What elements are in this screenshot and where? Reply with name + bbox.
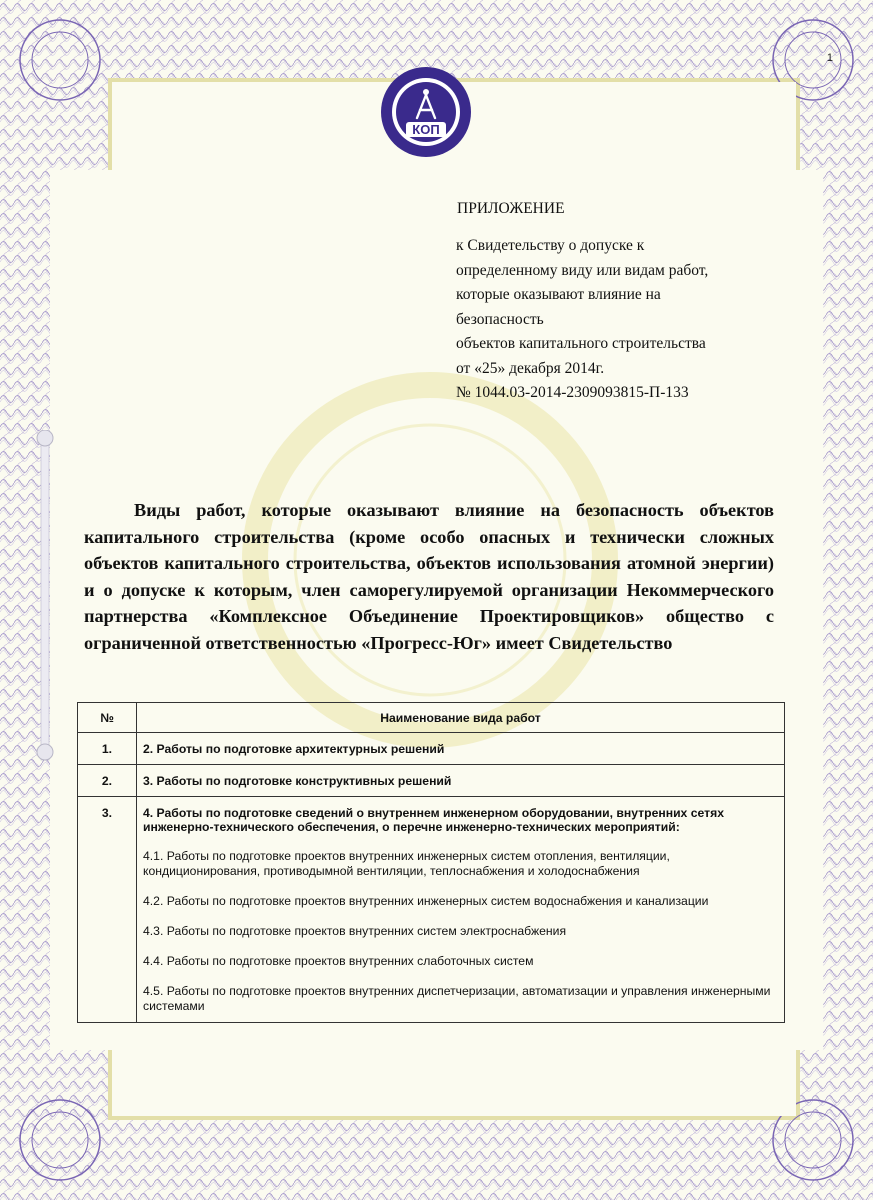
work-name: 2. Работы по подготовке архитектурных решений <box>143 742 445 756</box>
col-number-header: № <box>78 703 137 733</box>
row-name <box>137 765 785 797</box>
page-number: 1 <box>826 52 833 64</box>
heading-text: Виды работ, которые оказывают влияние на безопасность объектов капитального строительства (кроме особо опасных и технически сложных объектов капитального строительства, объектов использования атомной энергии) и о допуске к которым, член саморегулируемой организации Некоммерческого партнерства «Комплексное Объединение Проектировщиков» общество с ограниченной ответственностью «Прогресс-Юг» имеет Свидетельство <box>84 500 774 653</box>
row-number: 1. <box>78 733 137 765</box>
appendix-line: от «25» декабря 2014г. <box>456 359 605 377</box>
sub-work-item: 4.1. Работы по подготовке проектов внутренних инженерных систем отопления, вентиляции, кондиционирования, противодымной вентиляции, теплоснабжения и холодоснабжения <box>143 849 670 878</box>
work-name: 4. Работы по подготовке сведений о внутреннем инженерном оборудовании, внутренних сетях инженерно-технического обеспечения, о перечне инженерно-технических мероприятий: <box>143 806 724 834</box>
row-name <box>137 797 785 1023</box>
appendix-title: ПРИЛОЖЕНИЕ <box>457 200 565 217</box>
work-types-heading <box>84 497 774 656</box>
sub-work-item: 4.5. Работы по подготовке проектов внутренних диспетчеризации, автоматизации и управления инженерными системами <box>143 984 771 1013</box>
table-row <box>78 797 785 1023</box>
binding-ribbon <box>36 430 54 770</box>
sub-work-item: 4.4. Работы по подготовке проектов внутренних слаботочных систем <box>143 954 534 968</box>
sub-work-item: 4.3. Работы по подготовке проектов внутренних систем электроснабжения <box>143 924 567 938</box>
appendix-line: к Свидетельству о допуске к <box>456 237 645 254</box>
table-row <box>78 733 785 765</box>
appendix-line: безопасность <box>456 310 544 328</box>
row-number: 3. <box>78 797 137 1023</box>
kop-logo <box>380 66 472 158</box>
appendix-line: определенному виду или видам работ, <box>456 261 709 279</box>
table-row <box>78 765 785 797</box>
work-name: 3. Работы по подготовке конструктивных решений <box>143 774 452 788</box>
work-types-table <box>77 702 785 1023</box>
appendix-block <box>456 200 776 406</box>
row-name <box>137 733 785 765</box>
appendix-line: объектов капитального строительства <box>456 335 706 352</box>
certificate-number: № 1044.03-2014-2309093815-П-133 <box>456 384 689 401</box>
table-header-row <box>78 703 785 733</box>
row-number: 2. <box>78 765 137 797</box>
appendix-line: которые оказывают влияние на <box>456 286 661 303</box>
col-name-header: Наименование вида работ <box>137 703 785 733</box>
sub-work-item: 4.2. Работы по подготовке проектов внутренних инженерных систем водоснабжения и канализации <box>143 894 709 908</box>
logo-abbr: КОП <box>412 122 440 137</box>
